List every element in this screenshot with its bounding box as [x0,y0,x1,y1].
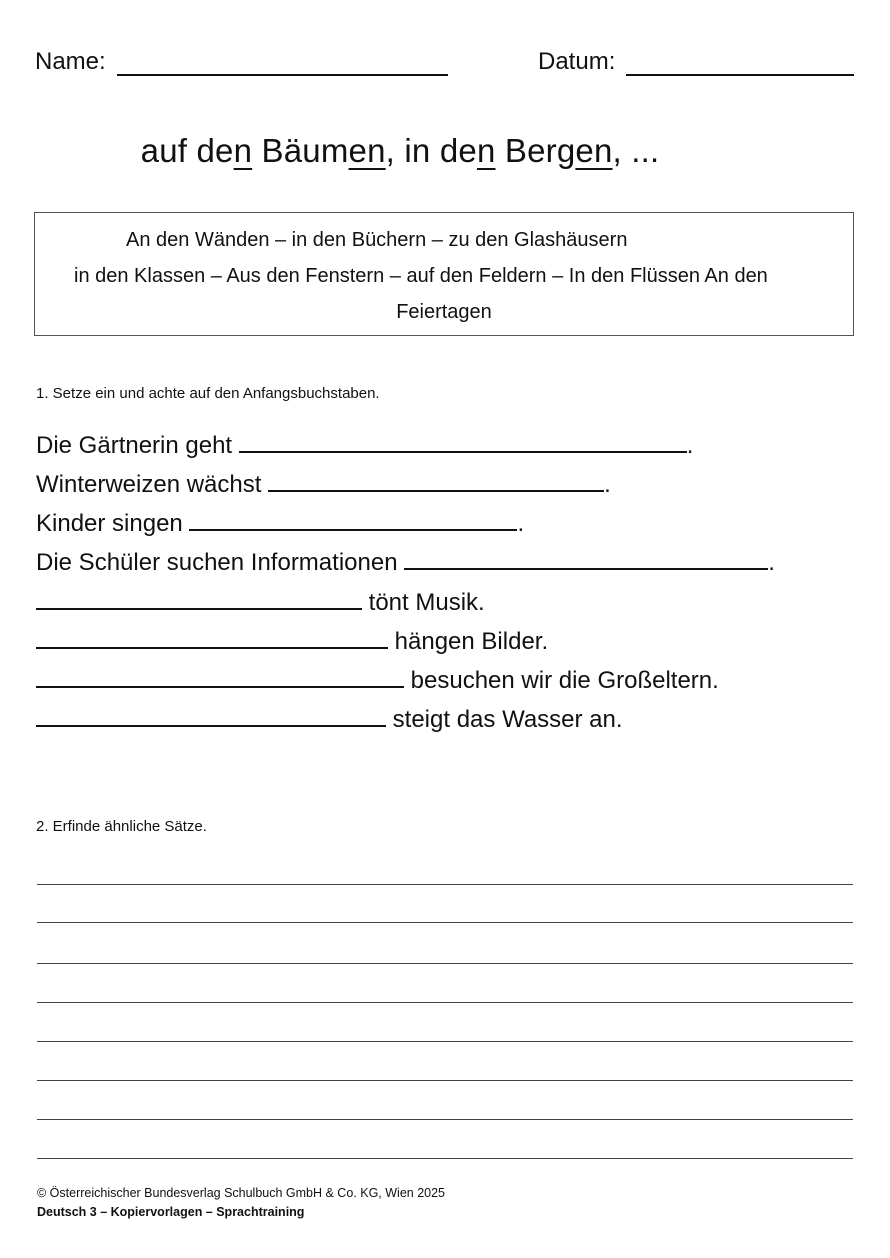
sentence-3: Kinder singen . [36,507,524,538]
name-label: Name: [35,48,106,75]
word-box [34,212,854,336]
answer-blank-6[interactable] [36,625,388,649]
sentence-1: Die Gärtnerin geht . [36,429,693,460]
writing-line[interactable] [37,1080,853,1081]
page-title: auf den Bäumen, in den Bergen, ... [140,132,660,169]
writing-line[interactable] [37,1002,853,1003]
answer-blank-1[interactable] [239,429,687,453]
sentence-8: steigt das Wasser an. [36,703,623,734]
answer-blank-5[interactable] [36,586,362,610]
answer-blank-2[interactable] [268,468,604,492]
writing-line[interactable] [37,884,853,885]
writing-line[interactable] [37,1158,853,1159]
word-box-line-1: An den Wänden – in den Büchern – zu den Glashäusern [126,229,628,251]
writing-line[interactable] [37,1119,853,1120]
word-box-line-2: in den Klassen – Aus den Fenstern – auf den Feldern – In den Flüssen An den [74,265,768,287]
answer-blank-8[interactable] [36,703,386,727]
date-field[interactable] [626,74,854,76]
sentence-2: Winterweizen wächst . [36,468,611,499]
answer-blank-3[interactable] [189,507,517,531]
writing-line[interactable] [37,922,853,923]
word-box-line-3: Feiertagen [396,301,492,323]
task2-instruction: 2. Erfinde ähnliche Sätze. [36,818,207,835]
date-label: Datum: [538,48,616,75]
sentence-6: hängen Bilder. [36,625,548,656]
writing-line[interactable] [37,963,853,964]
sentence-5: tönt Musik. [36,586,485,617]
sentence-4: Die Schüler suchen Informationen . [36,546,775,577]
answer-blank-4[interactable] [404,546,768,570]
sentence-7: besuchen wir die Großeltern. [36,664,719,695]
writing-line[interactable] [37,1041,853,1042]
copyright-notice: © Österreichischer Bundesverlag Schulbuch GmbH & Co. KG, Wien 2025 [37,1186,446,1200]
task1-instruction: 1. Setze ein und achte auf den Anfangsbuchstaben. [36,385,380,402]
series-title: Deutsch 3 – Kopiervorlagen – Sprachtraining [37,1205,305,1219]
name-field[interactable] [117,74,448,76]
answer-blank-7[interactable] [36,664,404,688]
